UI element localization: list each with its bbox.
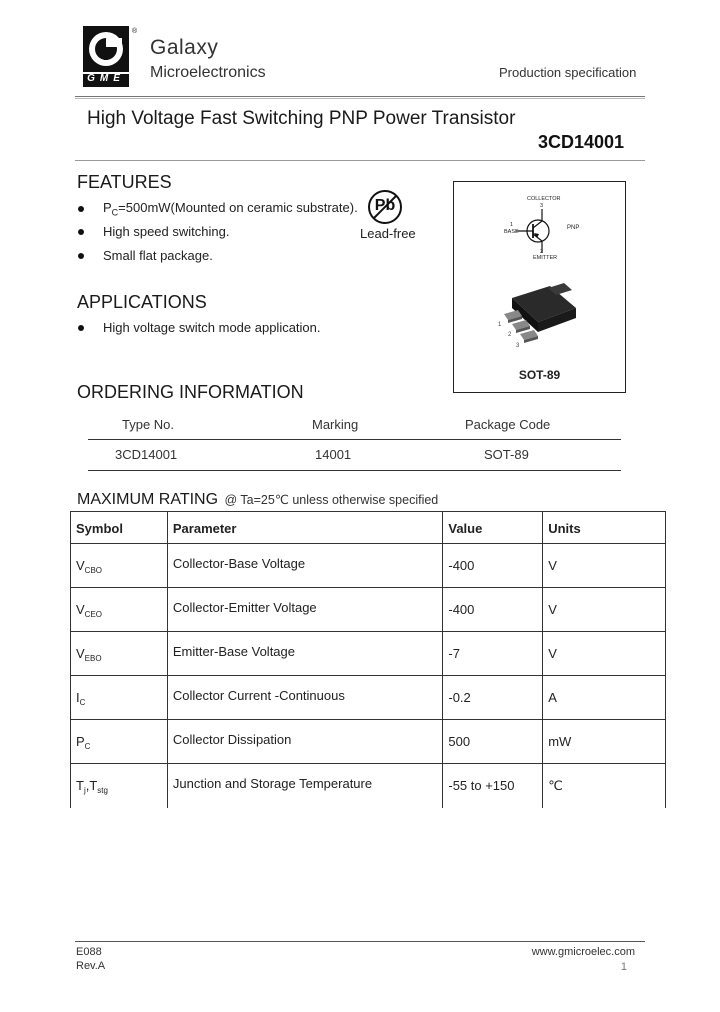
pin1-diagram-label: 1 (498, 322, 502, 328)
page-number: 1 (620, 961, 627, 973)
ordering-heading: ORDERING INFORMATION (77, 382, 304, 402)
ordering-header-package: Package Code (465, 417, 551, 432)
feature-sub: C (111, 207, 119, 218)
document-code: E088 (76, 946, 102, 958)
unit-cell: mW (543, 720, 666, 764)
bullet-icon (78, 206, 84, 212)
sot89-package-image (490, 280, 600, 360)
ordering-marking-value: 14001 (315, 447, 352, 462)
parameter-cell: Collector-Emitter Voltage (167, 588, 442, 632)
col-header-value: Value (443, 512, 543, 544)
pin3-diagram-label: 3 (516, 343, 520, 349)
unit-cell: V (543, 544, 666, 588)
max-rating-title: MAXIMUM RATING (77, 491, 219, 508)
pin2-diagram-label: 2 (508, 332, 512, 338)
feature-item (78, 248, 213, 263)
value-cell: -0.2 (443, 676, 543, 720)
production-spec-label: Production specification (499, 65, 637, 80)
max-rating-table (70, 511, 666, 808)
symbol-cell: $V_{CEO}$ (71, 588, 168, 632)
feature-text: Small flat package. (103, 248, 213, 263)
title-divider (75, 160, 645, 161)
max-rating-condition: @ Ta=25℃ unless otherwise specified (224, 493, 439, 507)
bullet-icon (78, 253, 84, 259)
symbol-cell: $T_j,T_{stg}$ (71, 764, 168, 808)
value-cell: 500 (443, 720, 543, 764)
feature-item (78, 224, 229, 239)
emitter-label: EMITTER (533, 255, 558, 261)
pin1-label: 1 (510, 222, 514, 228)
revision: Rev.A (76, 960, 106, 972)
company-logo (82, 26, 138, 88)
table-row (71, 676, 666, 720)
bullet-icon (78, 229, 84, 235)
symbol-cell: $V_{EBO}$ (71, 632, 168, 676)
table-row (71, 544, 666, 588)
parameter-cell: Collector Current -Continuous (167, 676, 442, 720)
value-cell: -400 (443, 588, 543, 632)
ordering-header-type: Type No. (122, 417, 175, 432)
document-title: High Voltage Fast Switching PNP Power Transistor (87, 108, 516, 129)
col-header-symbol: Symbol (71, 512, 168, 544)
pin3-label: 3 (540, 203, 544, 209)
parameter-cell: Collector-Base Voltage (167, 544, 442, 588)
package-name: SOT-89 (518, 368, 561, 382)
parameter-cell: Junction and Storage Temperature (167, 764, 442, 808)
header-divider (75, 96, 645, 97)
feature-text: High speed switching. (103, 224, 230, 239)
symbol-cell: $P_C$ (71, 720, 168, 764)
unit-cell: V (543, 632, 666, 676)
table-header-row (71, 512, 666, 544)
col-header-parameter: Parameter (167, 512, 442, 544)
ordering-package-value: SOT-89 (484, 447, 529, 462)
table-row (71, 588, 666, 632)
bullet-icon (78, 325, 84, 331)
unit-cell: A (543, 676, 666, 720)
ordering-type-value: 3CD14001 (115, 447, 178, 462)
table-row (71, 632, 666, 676)
parameter-cell: Emitter-Base Voltage (167, 632, 442, 676)
ordering-rule (88, 439, 621, 440)
feature-text: =500mW(Mounted on ceramic substrate). (118, 200, 358, 215)
pin2-label: 2 (540, 249, 544, 255)
base-label: BASE (504, 229, 519, 235)
brand-subtitle: Microelectronics (150, 64, 266, 81)
col-header-units: Units (543, 512, 666, 544)
unit-cell: V (543, 588, 666, 632)
website-link[interactable]: www.gmicroelec.com (531, 946, 635, 958)
brand-name: Galaxy (150, 36, 219, 59)
table-row (71, 720, 666, 764)
value-cell: -7 (443, 632, 543, 676)
ordering-rule (88, 470, 621, 471)
unit-cell: ℃ (543, 764, 666, 808)
max-rating-heading (77, 491, 438, 509)
footer-divider (75, 941, 645, 942)
pnp-label: PNP (567, 225, 580, 231)
header-divider-2 (75, 98, 645, 99)
lead-free-icon (367, 189, 403, 225)
logo-letters: GME (87, 73, 125, 84)
pb-text: Pb (374, 197, 396, 214)
collector-label: COLLECTOR (527, 196, 561, 202)
application-item (78, 320, 321, 335)
part-number: 3CD14001 (537, 132, 624, 152)
value-cell: -55 to +150 (443, 764, 543, 808)
applications-heading: APPLICATIONS (77, 292, 207, 312)
value-cell: -400 (443, 544, 543, 588)
symbol-cell: $V_{CBO}$ (71, 544, 168, 588)
symbol-cell: $I_C$ (71, 676, 168, 720)
lead-free-label: Lead-free (360, 226, 416, 241)
svg-text:®: ® (132, 28, 138, 35)
application-text: High voltage switch mode application. (103, 320, 321, 335)
parameter-cell: Collector Dissipation (167, 720, 442, 764)
feature-item (78, 200, 358, 218)
ordering-header-marking: Marking (312, 417, 359, 432)
table-row (71, 764, 666, 808)
feature-prefix: P (103, 200, 112, 215)
features-heading: FEATURES (77, 172, 172, 192)
